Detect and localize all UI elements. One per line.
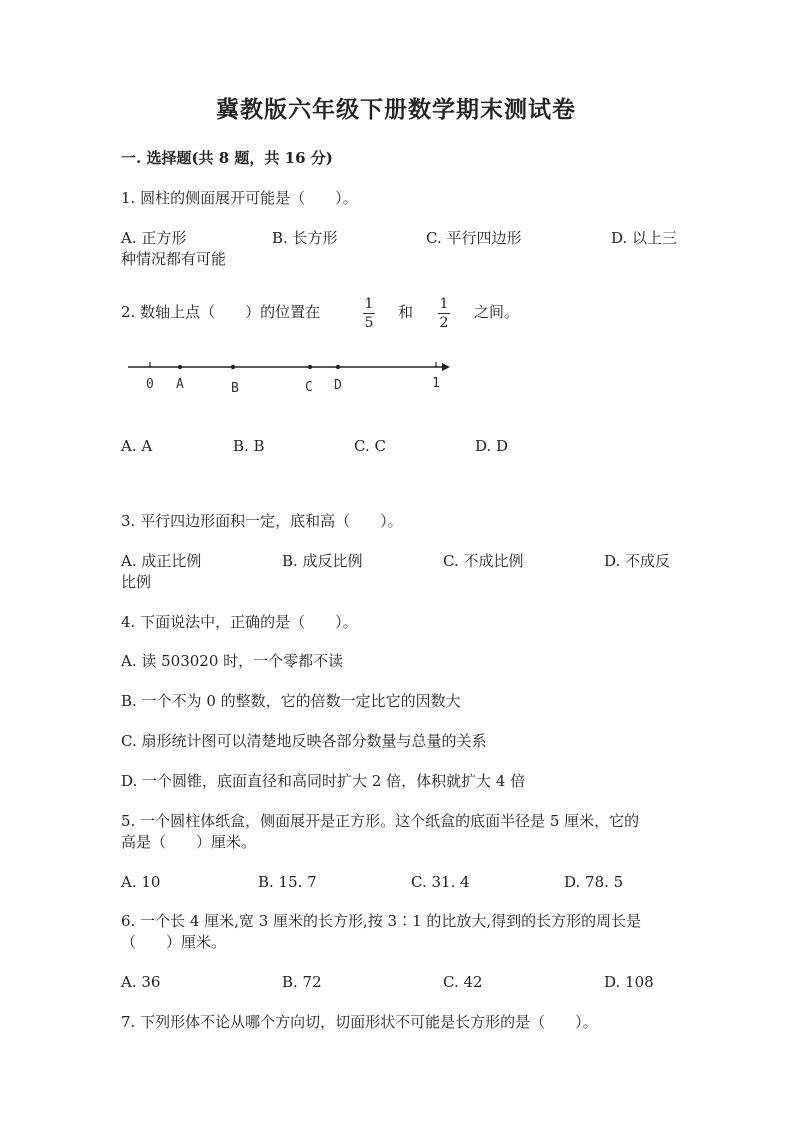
- nl-label-c: C: [305, 380, 313, 395]
- q3-option-b: B. 成反比例: [282, 552, 363, 570]
- question-5-stem: 5. 一个圆柱体纸盒，侧面展开是正方形。这个纸盒的底面半径是 5 厘米，它的: [121, 812, 640, 830]
- q6-option-a: A. 36: [121, 973, 161, 991]
- q1-option-b: B. 长方形: [272, 229, 338, 247]
- question-2-end: 之间。: [474, 303, 520, 321]
- q2-option-a: A. A: [121, 437, 153, 455]
- fraction-numerator: 1: [439, 296, 449, 312]
- question-6-stem: 6. 一个长 4 厘米,宽 3 厘米的长方形,按 3∶1 的比放大,得到的长方形的周长是: [121, 912, 642, 930]
- question-1-stem: 1. 圆柱的侧面展开可能是（ ）。: [121, 189, 358, 207]
- q2-option-d: D. D: [475, 437, 509, 455]
- q6-option-d: D. 108: [604, 973, 654, 991]
- fraction-denominator: 2: [439, 315, 449, 331]
- q4-option-c: C. 扇形统计图可以清楚地反映各部分数量与总量的关系: [121, 732, 487, 750]
- q1-option-c: C. 平行四边形: [426, 229, 522, 247]
- nl-label-b: B: [231, 381, 239, 396]
- q3-option-d: D. 不成反: [604, 552, 671, 570]
- question-4-stem: 4. 下面说法中，正确的是（ ）。: [121, 613, 358, 631]
- q6-option-b: B. 72: [282, 973, 322, 991]
- q5-option-d: D. 78. 5: [564, 873, 624, 891]
- question-6-stem-cont: （ ）厘米。: [121, 933, 227, 951]
- q3-option-c: C. 不成比例: [443, 552, 524, 570]
- q6-option-c: C. 42: [443, 973, 483, 991]
- q2-option-b: B. B: [233, 437, 265, 455]
- q5-option-b: B. 15. 7: [258, 873, 317, 891]
- fraction-one-fifth: [361, 296, 377, 331]
- q5-option-a: A. 10: [121, 873, 161, 891]
- nl-label-d: D: [334, 378, 342, 393]
- q1-option-d-wrap: 种情况都有可能: [121, 250, 227, 268]
- q4-option-b: B. 一个不为 0 的整数，它的倍数一定比它的因数大: [121, 692, 461, 710]
- q3-option-d-wrap: 比例: [121, 573, 152, 591]
- section-heading: 一. 选择题(共 8 题，共 16 分): [121, 149, 333, 167]
- q3-option-a: A. 成正比例: [121, 552, 202, 570]
- number-line: [120, 352, 460, 402]
- fraction-numerator: 1: [364, 296, 374, 312]
- q1-option-d: D. 以上三: [611, 229, 678, 247]
- nl-label-a: A: [176, 377, 184, 392]
- question-5-stem-cont: 高是（ ）厘米。: [121, 833, 257, 851]
- question-2-and: 和: [398, 303, 414, 321]
- q4-option-a: A. 读 503020 时，一个零都不读: [121, 652, 344, 670]
- nl-label-1: 1: [432, 376, 440, 391]
- page-title: 冀教版六年级下册数学期末测试卷: [216, 96, 576, 123]
- nl-label-0: 0: [146, 377, 154, 392]
- q4-option-d: D. 一个圆锥，底面直径和高同时扩大 2 倍，体积就扩大 4 倍: [121, 772, 526, 790]
- question-7-stem: 7. 下列形体不论从哪个方向切，切面形状不可能是长方形的是（ ）。: [121, 1013, 598, 1031]
- fraction-one-half: [436, 296, 452, 331]
- fraction-denominator: 5: [364, 315, 374, 331]
- question-3-stem: 3. 平行四边形面积一定，底和高（ ）。: [121, 512, 403, 530]
- q2-option-c: C. C: [354, 437, 386, 455]
- question-2-stem: 2. 数轴上点（ ）的位置在: [121, 303, 321, 321]
- q1-option-a: A. 正方形: [121, 229, 187, 247]
- q5-option-c: C. 31. 4: [411, 873, 470, 891]
